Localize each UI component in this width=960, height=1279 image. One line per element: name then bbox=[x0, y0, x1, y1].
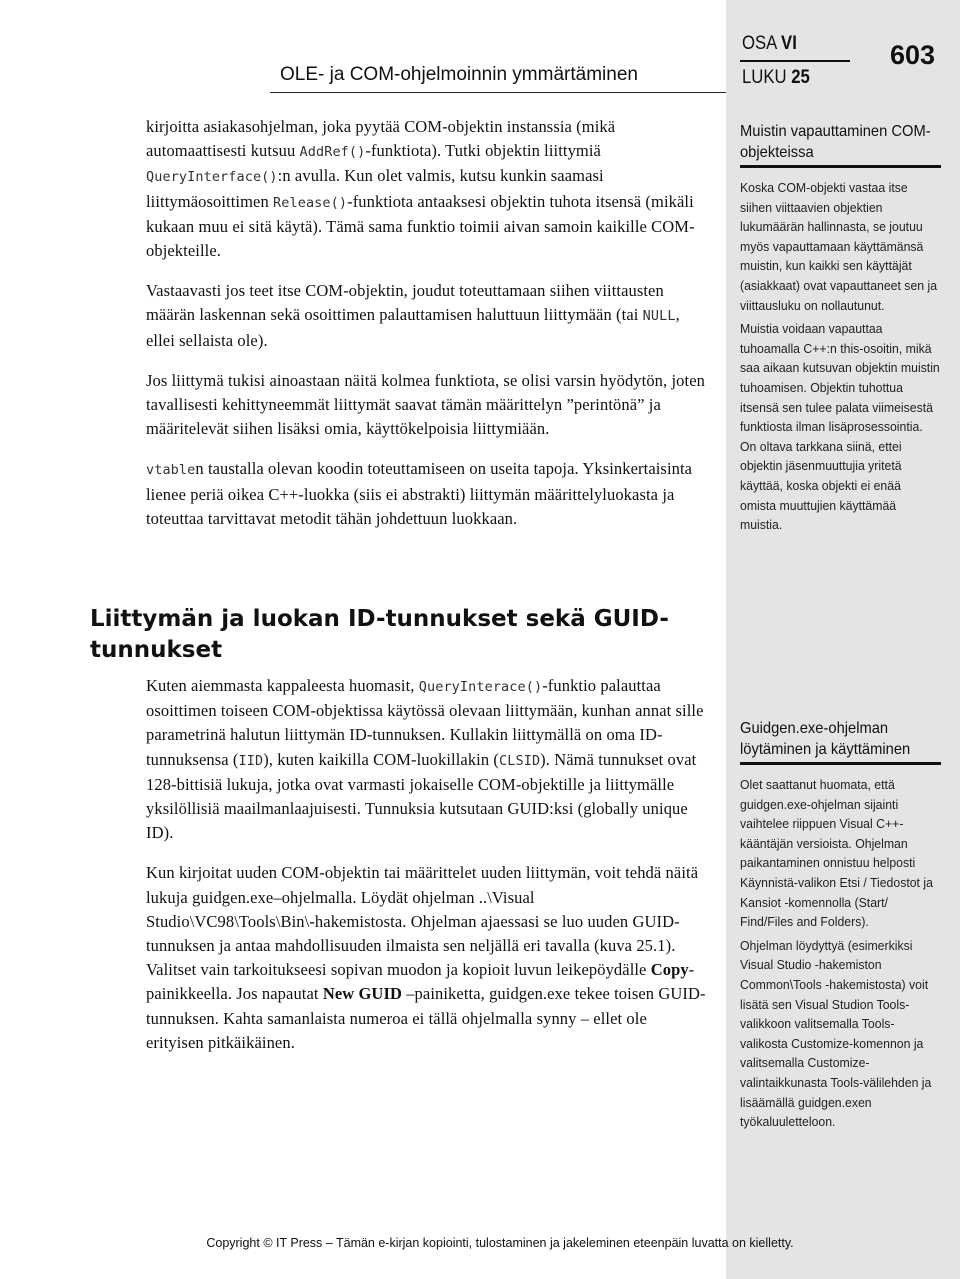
code-vtable: vtable bbox=[146, 462, 196, 479]
text-span: , ellei sellaista ole). bbox=[146, 305, 680, 350]
sidebar-note-paragraph: Olet saattanut huomata, että guidgen.exe-ohjelman sijainti vaihtelee riippuen Visual C++-kääntäjän versioista. Ohjelman paikantaminen onnistuu helposti Käynnistä-valikon Etsi / Tiedostot ja Kansiot -komennolla (Start/ Find/Files and Folders). bbox=[740, 777, 933, 930]
part-label-text: OSA bbox=[742, 33, 777, 54]
code-queryinterface: QueryInterface() bbox=[146, 169, 278, 186]
header-rule bbox=[270, 92, 726, 93]
chapter-label-text: LUKU bbox=[742, 67, 787, 88]
code-queryinterace: QueryInterace() bbox=[418, 679, 543, 695]
text-span: Kun kirjoitat uuden COM-objektin tai määrittelet uuden liittymän, voit tehdä näitä lukuja guidgen.exe–ohjelmalla. Löydät ohjelman ..\Visual Studio\VC98\Tools\Bin\-hakemistosta. Ohjelman ajaessasi se luo uuden GUID-tunnuksen ja antaa mahdollisuuden ilmaista sen neljällä eri tavalla (kuva 25.1). Valitset vain tarkoitukseesi sopivan muodon ja kopioit luvun leikepöydälle bbox=[146, 863, 699, 980]
sidebar-note-title: Guidgen.exe-ohjelman löytäminen ja käyttäminen bbox=[740, 720, 911, 758]
page-number: 603 bbox=[890, 40, 936, 70]
text-span: –painiketta, guidgen.exe tekee toisen GUID-tunnuksen. Kahta samanlaista numeroa ei tällä ohjelmalla synny – ellet ole erityisen pitkäikäinen. bbox=[146, 984, 706, 1052]
text-span: :n avulla. Kun olet valmis, kutsu kunkin saamasi liittymäosoittimen bbox=[146, 166, 604, 211]
running-title: OLE- ja COM-ohjelmoinnin ymmärtäminen bbox=[280, 64, 638, 85]
text-span: ). Nämä tunnukset ovat 128-bittisiä lukuja, jotka ovat varmasti jokaiselle COM-objektille ja liittymälle yksilöllisiä maailmanlaajuisesti. Tunnuksia kutsutaan GUID:ksi (globally unique ID). bbox=[146, 749, 697, 843]
part-number: VI bbox=[781, 33, 797, 54]
body-paragraph-6 bbox=[146, 861, 706, 1055]
text-span: -painikkeella. Jos napautat bbox=[146, 960, 695, 1004]
body-paragraph-5 bbox=[146, 674, 706, 845]
text-span: -funktio palauttaa osoittimen toiseen COM-objektissa käytössä olevaan liittymään, kunhan annat sille parametrinä halutun liittymän ID-tunnuksen. Kullakin liittymällä on oma ID-tunnuksensa ( bbox=[146, 676, 704, 769]
part-label bbox=[742, 33, 797, 55]
sidebar-note-paragraph: Muistia voidaan vapauttaa tuhoamalla C++:n this-osoitin, mikä saa aikaan kutsuvan objektin muistin tuhoamisen. Objektin tuhottua itsensä sen tulee palata viimeisestä funktiosta ilman lisäprosessointia. On oltava tarkkana siinä, ettei objektin jäsenmuuttujia yritetä käyttää, koska objekti ei enää omista muuttujien käyttämää muistia. bbox=[740, 321, 940, 533]
copy-button-label: Copy bbox=[650, 960, 689, 980]
body-paragraph-3: Jos liittymä tukisi ainoastaan näitä kolmea funktiota, se olisi varsin hyödytön, joten tavallisesti kehittyneemmät liittymät saavat tämän määrittelyn ”perintönä” ja määritelevät siihen lisäksi omia, käyttökelpoisia liittymiään. bbox=[146, 370, 705, 439]
chapter-number: 25 bbox=[791, 67, 810, 88]
code-iid: IID bbox=[238, 752, 264, 769]
sidebar-note-memory bbox=[740, 121, 945, 539]
text-span: kirjoitta asiakasohjelman, joka pyytää COM-objektin instanssia (mikä automaattisesti kutsuu bbox=[146, 117, 616, 161]
text-span: -funktiota antaaksesi objektin tuhota itsensä (mikäli kukaan muu ei sitä käytä). Tämä sama funktio toimii aivan samoin kaikille COM-objekteille. bbox=[146, 191, 695, 261]
text-span: ), kuten kaikilla COM-luokillakin ( bbox=[263, 749, 500, 769]
code-clsid: CLSID bbox=[499, 752, 541, 769]
body-paragraph-1 bbox=[146, 115, 706, 263]
code-release: Release() bbox=[273, 194, 348, 211]
new-guid-button-label: New GUID bbox=[322, 984, 402, 1004]
body-paragraph-2 bbox=[146, 279, 706, 353]
body-upper bbox=[146, 115, 706, 547]
sidebar-note-title: Muistin vapauttaminen COM-objekteissa bbox=[740, 123, 931, 161]
chapter-label bbox=[742, 67, 810, 89]
text-span: n taustalla olevan koodin toteuttamiseen on useita tapoja. Yksinkertaisinta lienee periä oikea C++-luokka (siis ei abstrakti) liittymän määrittelyluokasta ja toteuttaa tarvittavat metodit tähän johdettuun luokkaan. bbox=[146, 459, 693, 528]
part-rule bbox=[740, 60, 850, 62]
sidebar-note-paragraph: Ohjelman löydyttyä (esimerkiksi Visual Studio -hakemiston Common\Tools -hakemistosta) voit lisätä sen Visual Studion Tools-valikkoon valitsemalla Tools-valikosta Customize-komennon ja valitsemalla Customize-valintaikkunasta Tools-välilehden ja lisäämällä guidgen.exen työkaluuletteloon. bbox=[740, 937, 932, 1130]
sidebar-note-guidgen bbox=[740, 718, 945, 1136]
sidebar-note-rule bbox=[740, 762, 941, 765]
text-span: -funktiota). Tutki objektin liittymiä bbox=[365, 141, 601, 161]
body-paragraph-4 bbox=[146, 457, 706, 531]
section-heading: Liittymän ja luokan ID-tunnukset sekä GUID-tunnukset bbox=[90, 606, 669, 663]
sidebar-note-rule bbox=[740, 165, 941, 168]
code-addref: AddRef() bbox=[299, 144, 366, 161]
copyright-footer: Copyright © IT Press – Tämän e-kirjan kopiointi, tulostaminen ja jakeleminen eteenpäin luvatta on kielletty. bbox=[206, 1236, 794, 1250]
text-span: Kuten aiemmasta kappaleesta huomasit, bbox=[146, 676, 419, 695]
sidebar-note-paragraph: Koska COM-objekti vastaa itse siihen viittaavien objektien lukumäärän hallinnasta, se joutuu myös vapauttamaan käyttämänsä muistin, kun kaikki sen käyttäjät (asiakkaat) ovat vapauttaneet sen ja viittausluku on nollautunut. bbox=[740, 180, 938, 313]
body-lower bbox=[146, 674, 706, 1071]
text-span: Vastaavasti jos teet itse COM-objektin, joudut toteuttamaan siihen viittausten määrän laskennan sekä osoittimen palauttamisen haluttuun liittymään (tai bbox=[146, 281, 664, 325]
code-null: NULL bbox=[642, 308, 676, 325]
